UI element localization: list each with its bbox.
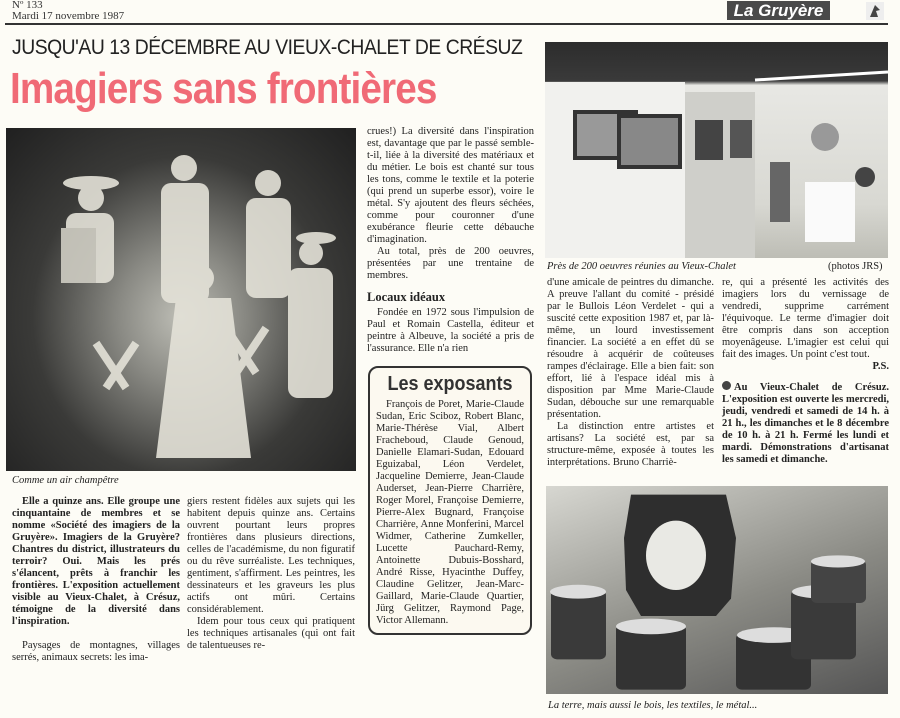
photo-exhibition-room: [545, 42, 888, 258]
photo-caption: Près de 200 oeuvres réunies au Vieux-Chalet: [547, 261, 736, 272]
paragraph: La distinction entre artistes et artisans? La société est, par sa structure-même, exposée à toutes les interprétations. Bruno Charriè-: [547, 421, 714, 468]
column-1: [12, 496, 180, 664]
crane-crest-icon: [866, 2, 884, 20]
column-5: [722, 277, 889, 466]
issue-number: Nº 133: [12, 0, 43, 11]
photo-pottery: [546, 486, 888, 694]
figurines-illustration: [6, 128, 356, 471]
paragraph: crues!) La diversité dans l'inspiration est, davantage que par le passé semble-t-il, liée à la diversité des matériaux et du métier. Le bois est chanté sur tous les tons, comme le textile et la poterie (qui prend un superbe essor), voire le métal. S'y ajoutent des fleurs séchées, comme pour couronner d'une exubérance fleurie cette débauche d'imagination.: [367, 126, 534, 245]
bullet-icon: [722, 381, 731, 390]
column-4: [547, 277, 714, 469]
column-3: [367, 126, 534, 355]
exhibition-illustration: [545, 42, 888, 258]
exhibitors-box: [368, 366, 532, 635]
article-lead: Elle a quinze ans. Elle groupe une cinquantaine de membres et se nomme «Société des imagiers de la Gruyère». Imagiers de la Gruyère? Chantres du district, illustrateurs du terroir? Oui. Mais les prés s'élancent, prêts à franchir les frontières. L'exposition actuellement visible au Vieux-Chalet, à Crésuz, témoigne de la diversité dans l'inspiration.: [12, 496, 180, 627]
paragraph: re, qui a présenté les activités des imagiers lors du vernissage de vendredi, supprime carrément l'équivoque. Le terme d'imagier doit être compris dans son acception moyenâgeuse. L'imagier est celui qui fait des images. Un point c'est tout.: [722, 277, 889, 360]
practical-info: Au Vieux-Chalet de Crésuz. L'exposition est ouverte les mercredi, jeudi, vendredi et samedi de 14 h. à 21 h., les dimanches et le 8 décembre de 10 h. à 21 h. Fermé les lundi et mardi. Démonstrations d'artisanat les samedi et dimanche.: [722, 382, 889, 465]
column-2: [187, 496, 355, 652]
paragraph: Fondée en 1972 sous l'impulsion de Paul et Romain Castella, éditeur et peintre à Albeuve, la société a pris de l'assurance. Elle n'a rien: [367, 307, 534, 354]
paragraph: giers restent fidèles aux sujets qui les habitent depuis quinze ans. Certains ouvrent pourtant leurs propres frontières dans plusieurs directions, celles de l'académisme, du non figuratif ou du rêve surréaliste. Les techniques, gentiment, s'affirment. Les peintres, les dessinateurs et les graveurs les plus actifs ont mûri. Certains considérablement.: [187, 496, 355, 615]
exhibitors-title: Les exposants: [387, 373, 513, 395]
subheading: Locaux idéaux: [367, 290, 446, 304]
paragraph: Idem pour tous ceux qui pratiquent les techniques artisanales (qui ont fait de talentueuses re-: [187, 616, 355, 651]
issue-date: Mardi 17 novembre 1987: [12, 10, 125, 22]
photo-caption: La terre, mais aussi le bois, les textiles, le métal...: [548, 700, 758, 711]
article-kicker: JUSQU'AU 13 DÉCEMBRE AU VIEUX-CHALET DE CRÉSUZ: [12, 36, 523, 59]
photo-caption: Comme un air champêtre: [12, 475, 119, 486]
header-rule: [5, 23, 888, 25]
author-signature: P.S.: [872, 361, 889, 372]
paragraph: Au total, près de 200 oeuvres, présentées par une trentaine de membres.: [367, 246, 534, 281]
photo-credit: (photos JRS): [828, 261, 883, 272]
newspaper-logo: La Gruyère: [727, 1, 830, 20]
exhibitors-list: François de Poret, Marie-Claude Sudan, Eric Sciboz, Robert Blanc, Marie-Thérèse Vial, Albert Fracheboud, Claude Genoud, Danielle Elamari-Sudan, Edouard Eguizabal, Léon Verdelet, Jacqueline Demierre, Jean-Claude Auderset, Jean-Pierre Charrière, Roger Morel, Françoise Demierre, Pierre-Alex Bugnard, Françoise Charrière, Anne Monferini, Marcel Widmer, Catherine Zumkeller, Lucette Pauchard-Remy, Antoinette Dubuis-Bosshard, André Risse, Hyacinthe Duffey, Claudine Gelitzer, Jean-Marc-Gaillard, Marie-Claude Quartier, Jürg Gelitzer, Raymond Page, Victor Allemann.: [376, 399, 524, 626]
article-title: Imagiers sans frontières: [10, 64, 437, 113]
paragraph: Paysages de montagnes, villages serrés, animaux secrets: les ima-: [12, 640, 180, 663]
paragraph: d'une amicale de peintres du dimanche. A preuve l'allant du comité - présidé par le Bullois Léon Verdelet - qui a suscité cette exposition 1987 et, par là-même, un lourd investissement financier. La société a en effet dû se résoudre à acquérir de coûteuses rampes d'éclairage. Elle a bien fait: son effort, lié à l'espace idéal mis à disposition par Mme Marie-Claude Sudan, débouche sur une remarquable présentation.: [547, 277, 714, 420]
photo-wooden-figurines: [6, 128, 356, 471]
pottery-illustration: [546, 486, 888, 694]
